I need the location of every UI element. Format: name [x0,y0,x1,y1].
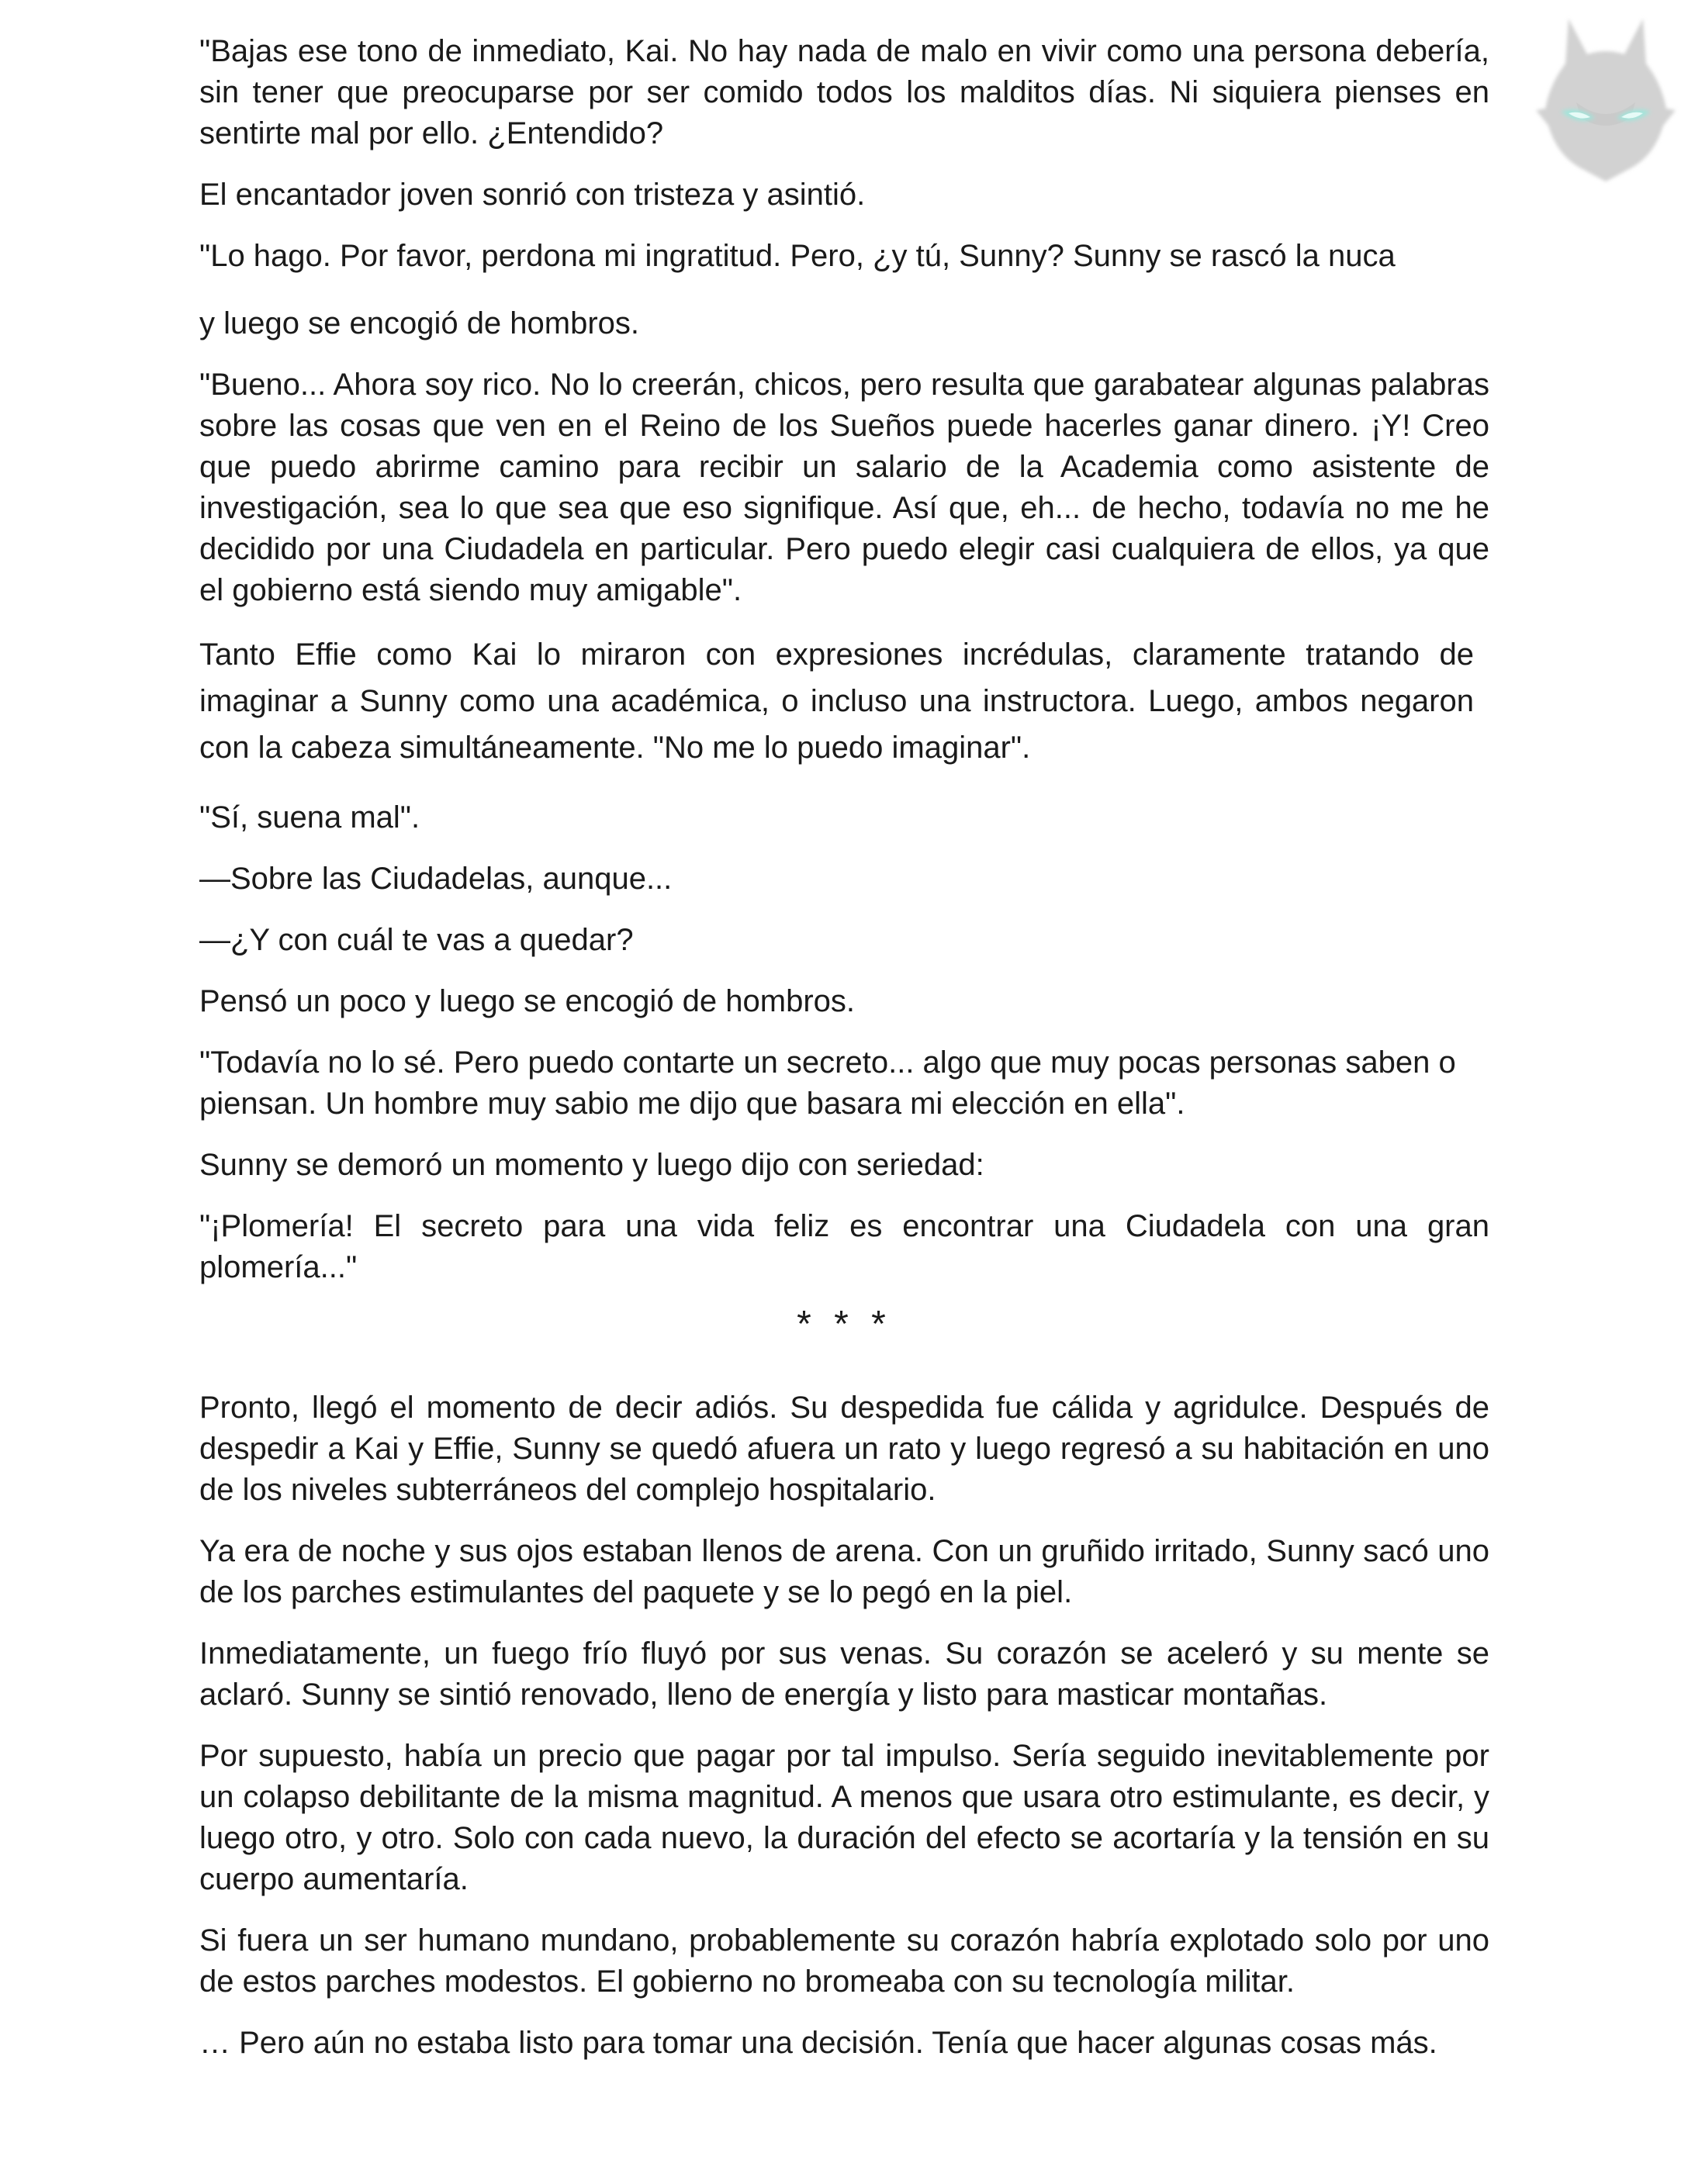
paragraph: Por supuesto, había un precio que pagar por tal impulso. Sería seguido inevitablemente por un colapso debilitante de la misma magnitud. A menos que usara otro estimulante, es decir, y luego otro, y otro. Solo con cada nuevo, la duración del efecto se acortaría y la tensión en su cuerpo aumentaría. [199,1739,1489,1896]
paragraph: "Sí, suena mal". [199,800,420,835]
document-page [199,31,1489,2084]
paragraph: "Todavía no lo sé. Pero puedo contarte un secreto... algo que muy pocas personas saben o piensan. Un hombre muy sabio me dijo que basara mi elección en ella". [199,1045,1456,1121]
paragraph: y luego se encogió de hombros. [199,306,640,340]
paragraph: "Bueno... Ahora soy rico. No lo creerán, chicos, pero resulta que garabatear algunas palabras sobre las cosas que ven en el Reino de los Sueños puede hacerles ganar dinero. ¡Y! Creo que puedo abrirme camino para recibir un salario de la Academia como asistente de investigación, sea lo que sea que eso signifique. Así que, eh... de hecho, todavía no me he decidido por una Ciudadela en particular. Pero puedo elegir casi cualquiera de ellos, ya que el gobierno está siendo muy amigable". [199,368,1489,607]
paragraph: —¿Y con cuál te vas a quedar? [199,923,634,957]
paragraph: "Bajas ese tono de inmediato, Kai. No hay nada de malo en vivir como una persona debería, sin tener que preocuparse por ser comido todos los malditos días. Ni siquiera pienses en sentirte mal por ello. ¿Entendido? [199,34,1489,150]
horned-demon-logo-icon [1530,9,1682,186]
paragraph: El encantador joven sonrió con tristeza y asintió. [199,178,866,212]
scene-break: * * * [797,1304,892,1345]
paragraph: Si fuera un ser humano mundano, probablemente su corazón habría explotado solo por uno de estos parches modestos. El gobierno no bromeaba con su tecnología militar. [199,1923,1489,1999]
paragraph: "¡Plomería! El secreto para una vida feliz es encontrar una Ciudadela con una gran plomería..." [199,1209,1489,1284]
paragraph: Inmediatamente, un fuego frío fluyó por sus venas. Su corazón se aceleró y su mente se aclaró. Sunny se sintió renovado, lleno de energía y listo para masticar montañas. [199,1636,1489,1712]
paragraph: Sunny se demoró un momento y luego dijo con seriedad: [199,1148,984,1182]
paragraph: "Lo hago. Por favor, perdona mi ingratitud. Pero, ¿y tú, Sunny? Sunny se rascó la nuca [199,239,1396,273]
paragraph: Pronto, llegó el momento de decir adiós. Su despedida fue cálida y agridulce. Después de despedir a Kai y Effie, Sunny se quedó afuera un rato y luego regresó a su habitación en uno de los niveles subterráneos del complejo hospitalario. [199,1391,1489,1507]
paragraph: Tanto Effie como Kai lo miraron con expresiones incrédulas, claramente tratando de imaginar a Sunny como una académica, o incluso una instructora. Luego, ambos negaron con la cabeza simultáneamente. "No me lo puedo imaginar". [199,638,1474,765]
paragraph: Ya era de noche y sus ojos estaban llenos de arena. Con un gruñido irritado, Sunny sacó uno de los parches estimulantes del paquete y se lo pegó en la piel. [199,1534,1489,1609]
paragraph: —Sobre las Ciudadelas, aunque... [199,862,673,896]
paragraph: … Pero aún no estaba listo para tomar una decisión. Tenía que hacer algunas cosas más. [199,2026,1437,2060]
paragraph: Pensó un poco y luego se encogió de hombros. [199,984,856,1018]
